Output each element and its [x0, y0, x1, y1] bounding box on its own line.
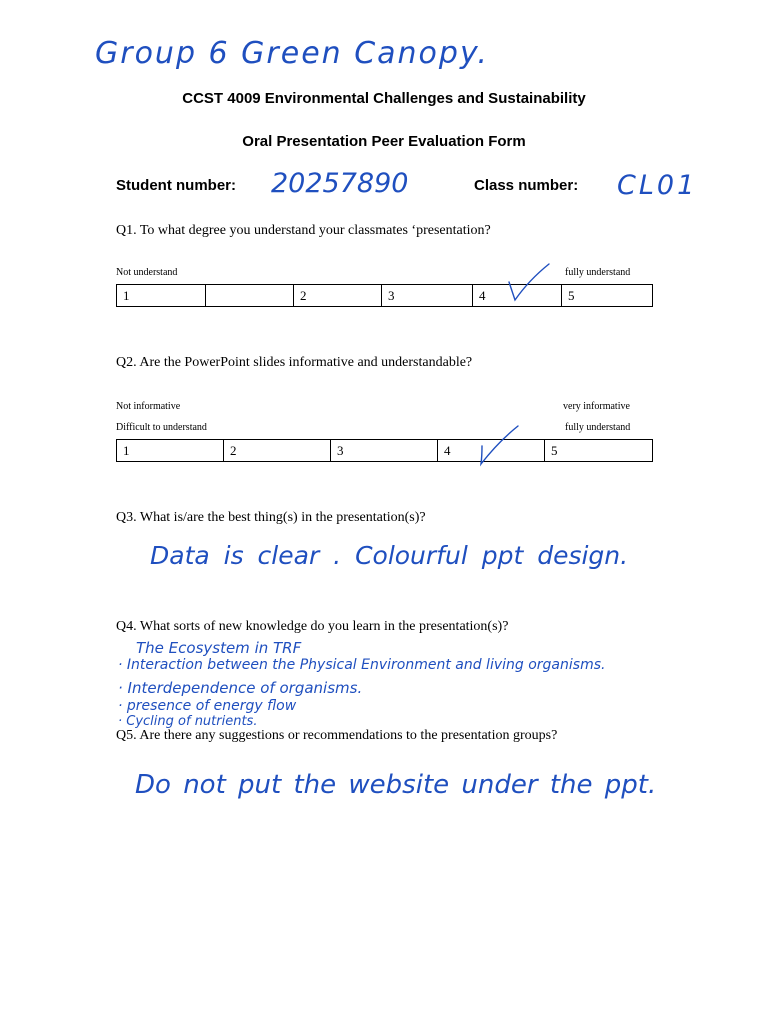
q1-checkmark-icon [505, 262, 555, 304]
q4-answer-line: · Interaction between the Physical Environment and living organisms. [118, 657, 606, 673]
q3-answer-handwriting: Data is clear . Colourful ppt design. [150, 541, 629, 570]
q1-cell-4[interactable]: 4 [473, 285, 562, 307]
q1-rating-scale [116, 284, 653, 307]
q1-question: Q1. To what degree you understand your classmates ‘presentation? [116, 223, 491, 238]
q4-answer-line: · presence of energy flow [118, 698, 297, 714]
q2-cell-1[interactable]: 1 [117, 440, 224, 462]
q1-right-label: fully understand [565, 267, 631, 278]
q2-question: Q2. Are the PowerPoint slides informative and understandable? [116, 355, 473, 370]
group-name-handwriting: Group 6 Green Canopy. [95, 36, 489, 71]
q5-answer-handwriting: Do not put the website under the ppt. [135, 770, 657, 800]
q2-left-label-informative: Not informative [116, 401, 181, 412]
q4-question: Q4. What sorts of new knowledge do you learn in the presentation(s)? [116, 619, 509, 634]
q4-answer-line: · Interdependence of organisms. [118, 679, 363, 697]
q2-cell-5[interactable]: 5 [545, 440, 653, 462]
q1-cell-2[interactable]: 2 [294, 285, 382, 307]
q2-cell-4[interactable]: 4 [438, 440, 545, 462]
student-number-handwriting: 20257890 [271, 168, 409, 199]
q2-right-label-informative: very informative [563, 401, 630, 412]
q1-cell-blank[interactable] [206, 285, 294, 307]
q2-rating-scale [116, 439, 653, 462]
class-number-label: Class number: [474, 177, 579, 194]
q1-cell-5[interactable]: 5 [562, 285, 653, 307]
q1-cell-3[interactable]: 3 [382, 285, 473, 307]
course-title: CCST 4009 Environmental Challenges and Sustainability [182, 90, 586, 107]
q3-question: Q3. What is/are the best thing(s) in the presentation(s)? [116, 510, 426, 525]
q2-cell-3[interactable]: 3 [331, 440, 438, 462]
q4-answer-line: The Ecosystem in TRF [136, 639, 302, 657]
q2-right-label-understand: fully understand [565, 422, 631, 433]
q2-cell-2[interactable]: 2 [224, 440, 331, 462]
class-number-handwriting: CL01 [617, 170, 698, 201]
q5-question: Q5. Are there any suggestions or recommendations to the presentation groups? [116, 728, 558, 743]
q1-cell-1[interactable]: 1 [117, 285, 206, 307]
q4-answer-line: · Cycling of nutrients. [118, 714, 258, 729]
q2-checkmark-icon [476, 424, 522, 466]
student-number-label: Student number: [116, 177, 236, 194]
form-title: Oral Presentation Peer Evaluation Form [242, 133, 526, 150]
q2-left-label-understand: Difficult to understand [116, 422, 207, 433]
q1-left-label: Not understand [116, 267, 178, 278]
